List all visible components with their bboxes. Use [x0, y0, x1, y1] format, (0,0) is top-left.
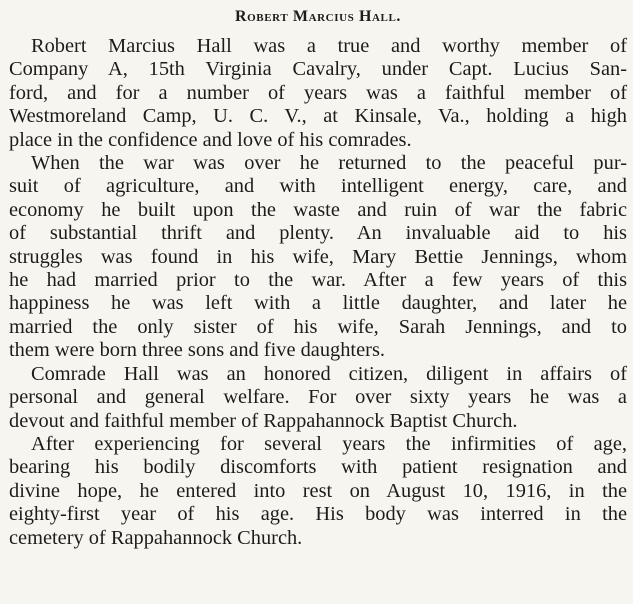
- text-line: devout and faithful member of Rappahannock Baptist Church.: [9, 409, 518, 432]
- text-line: economy he built upon the waste and ruin of war the fabric: [9, 198, 627, 221]
- text-line: Robert Marcius Hall was a true and worthy member of: [31, 35, 627, 57]
- text-line: eighty-first year of his age. His body was interred in the: [9, 503, 627, 526]
- text-line: When the war was over he returned to the peaceful pur-: [31, 152, 627, 175]
- paragraph-2: [9, 152, 627, 363]
- text-line: personal and general welfare. For over sixty years he was a: [9, 386, 627, 409]
- text-line: place in the confidence and love of his comrades.: [9, 128, 412, 151]
- text-line: married the only sister of his wife, Sarah Jennings, and to: [9, 315, 627, 338]
- text-line: suit of agriculture, and with intelligent energy, care, and: [9, 175, 627, 198]
- text-line: he had married prior to the war. After a few years of this: [9, 269, 627, 292]
- paragraph-1: [9, 35, 627, 152]
- text-line: divine hope, he entered into rest on August 10, 1916, in the: [9, 479, 627, 502]
- text-line: After experiencing for several years the infirmities of age,: [31, 432, 627, 455]
- text-line: of substantial thrift and plenty. An invaluable aid to his: [9, 222, 627, 245]
- text-line: ford, and for a number of years was a faithful member of: [9, 81, 627, 104]
- document-title: Robert Marcius Hall.: [234, 8, 402, 25]
- text-line: bearing his bodily discomforts with patient resignation and: [9, 456, 627, 479]
- text-line: struggles was found in his wife, Mary Bettie Jennings, whom: [9, 245, 627, 268]
- paragraph-3: [9, 363, 627, 433]
- paragraph-4: [9, 433, 627, 550]
- text-line: cemetery of Rappahannock Church.: [9, 526, 303, 549]
- text-line: them were born three sons and five daughters.: [9, 339, 385, 362]
- text-line: happiness he was left with a little daughter, and later he: [9, 292, 627, 315]
- text-line: Westmoreland Camp, U. C. V., at Kinsale, Va., holding a high: [9, 105, 627, 128]
- text-line: Comrade Hall was an honored citizen, diligent in affairs of: [31, 362, 627, 385]
- text-line: Company A, 15th Virginia Cavalry, under Capt. Lucius San-: [9, 58, 627, 81]
